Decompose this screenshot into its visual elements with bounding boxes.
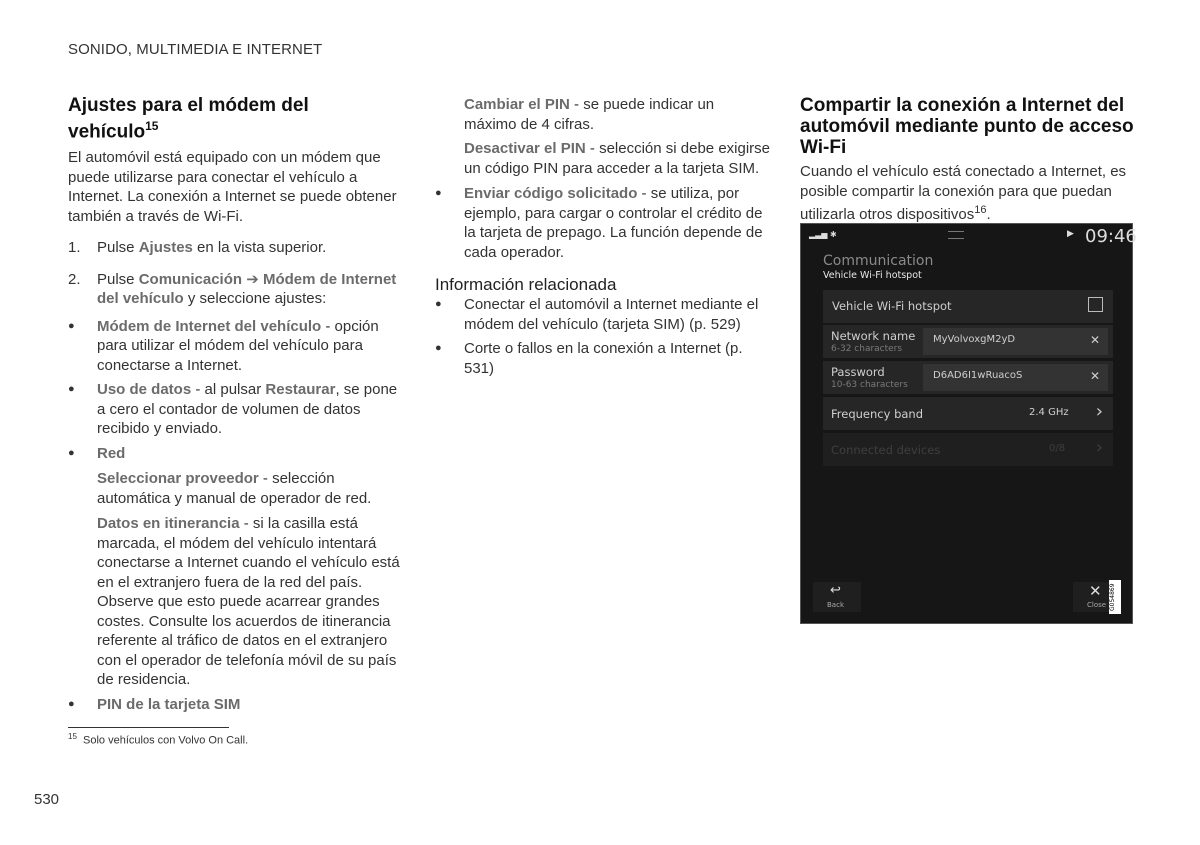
- back-icon: ↩: [830, 583, 841, 598]
- sub-option: Cambiar el PIN - se puede indicar un máximo de 4 cifras.: [464, 96, 715, 133]
- password-row[interactable]: Password 10-63 characters D6AD6I1wRuacoS ✕: [823, 361, 1113, 394]
- options-list: [435, 184, 770, 262]
- drag-handle[interactable]: [948, 231, 964, 239]
- list-item: ● Red: [68, 444, 126, 462]
- column-1: [68, 95, 403, 714]
- related-list: [435, 295, 770, 378]
- list-item: ● Enviar código solicitado - se utiliza, por ejemplo, para cargar o controlar el crédito de la tarjeta de prepago. La función depende de cada operador.: [435, 185, 763, 261]
- running-header: SONIDO, MULTIMEDIA E INTERNET: [68, 41, 323, 58]
- footnote: $^{15}$ Solo vehículos con Volvo On Call.: [68, 732, 249, 747]
- clear-icon[interactable]: ✕: [1089, 333, 1100, 347]
- sub-option: Seleccionar proveedor - selección automática y manual de operador de red.: [97, 470, 372, 507]
- related-link[interactable]: ● Conectar el automóvil a Internet mediante el módem del vehículo (tarjeta SIM) (p. 529): [435, 296, 759, 333]
- section-title-hotspot: Compartir la conexión a Internet del automóvil mediante punto de acceso Wi-Fi: [800, 95, 1134, 158]
- step-item: 2. Pulse Comunicación ➔ Módem de Internet del vehículo y seleccione ajustes:: [68, 270, 397, 308]
- clear-icon[interactable]: ✕: [1089, 369, 1100, 383]
- hotspot-toggle-row[interactable]: Vehicle Wi-Fi hotspot: [823, 290, 1113, 323]
- page-number: 530: [34, 791, 60, 808]
- chevron-right-icon: ›: [1095, 401, 1103, 422]
- signal-icon: ▂▃▅ ✱: [809, 230, 837, 239]
- back-button[interactable]: ↩ Back: [813, 582, 861, 612]
- related-info-title: Información relacionada: [435, 275, 617, 294]
- footnote-divider: [68, 727, 229, 728]
- connected-devices-row: Connected devices 0/8 ›: [823, 433, 1113, 466]
- chevron-right-icon: ›: [1095, 437, 1103, 458]
- network-name-field[interactable]: MyVolvoxgM2yD ✕: [923, 328, 1108, 355]
- center-display-screenshot: [800, 223, 1137, 624]
- list-item: ● Uso de datos - al pulsar Restaurar, se pone a cero el contador de volumen de datos recibido y enviado.: [68, 381, 398, 438]
- hotspot-paragraph: Cuando el vehículo está conectado a Internet, es posible compartir la conexión para que puedan utilizarla otros dispositivos$^{16}$.: [800, 163, 1127, 223]
- options-list: [68, 317, 403, 464]
- password-field[interactable]: D6AD6I1wRuacoS ✕: [923, 364, 1108, 391]
- column-3: [800, 95, 1135, 225]
- network-name-row[interactable]: Network name 6-32 characters MyVolvoxgM2yD ✕: [823, 325, 1113, 358]
- list-item: ● PIN de la tarjeta SIM: [68, 695, 241, 713]
- play-icon: ▶: [1067, 229, 1074, 239]
- hotspot-checkbox[interactable]: [1088, 297, 1103, 312]
- section-title-modem: Ajustes para el módem del vehículo$^{15}$: [68, 95, 309, 143]
- options-list-cont: [68, 695, 403, 715]
- column-2: [435, 95, 770, 378]
- frequency-band-row[interactable]: Frequency band 2.4 GHz ›: [823, 397, 1113, 430]
- intro-paragraph: El automóvil está equipado con un módem que puede utilizarse para conectar el vehículo a Internet. La conexión a Internet se puede obtener también a través de Wi-Fi.: [68, 149, 397, 225]
- close-icon: ✕: [1089, 582, 1102, 600]
- screen-title: Communication: [823, 253, 934, 269]
- close-button[interactable]: ✕ Close: [1073, 582, 1113, 612]
- screen-subtitle: Vehicle Wi-Fi hotspot: [823, 270, 922, 281]
- image-id-label: G054869: [1109, 580, 1121, 614]
- related-link[interactable]: ● Corte o fallos en la conexión a Internet (p. 531): [435, 340, 743, 377]
- list-item: ● Módem de Internet del vehículo - opción para utilizar el módem del vehículo para conectarse a Internet.: [68, 317, 379, 374]
- steps-list: [68, 238, 403, 309]
- clock: 09:46: [1085, 226, 1137, 247]
- sub-option: Datos en itinerancia - si la casilla está marcada, el módem del vehículo intentará conectarse a Internet cuando el vehículo está en el extranjero fuera de la red del país. Observe que esto puede acarrear grandes costes. Consulte los acuerdos de itinerancia referente al tráfico de datos en el extranjero con el operador de telefonía móvil de su país de residencia.: [97, 515, 400, 689]
- sub-option: Desactivar el PIN - selección si debe exigirse un código PIN para acceder a la tarjeta SIM.: [464, 140, 771, 177]
- step-item: 1. Pulse Ajustes en la vista superior.: [68, 239, 327, 257]
